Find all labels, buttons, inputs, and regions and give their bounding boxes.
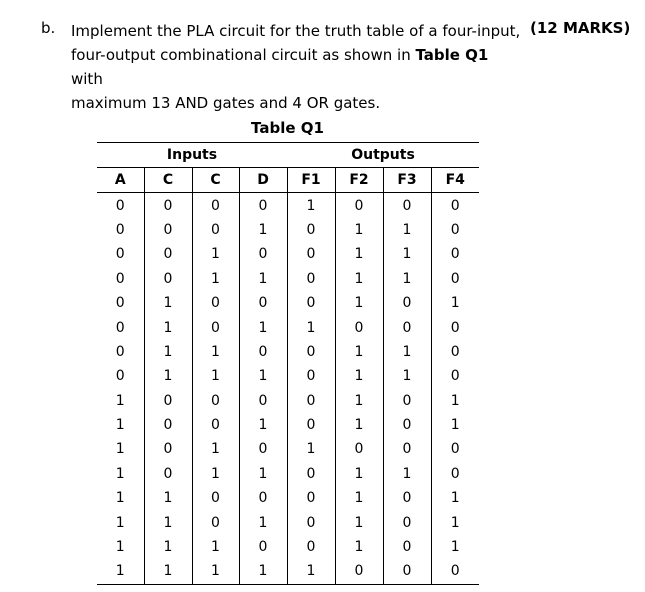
table-cell: 0	[144, 413, 192, 437]
table-cell: 0	[97, 315, 144, 339]
table-cell: 1	[450, 490, 460, 507]
question-label: b.	[41, 19, 56, 37]
table-cell: 0	[97, 340, 144, 364]
table-cell: 0	[144, 389, 192, 413]
table-cell: 1	[97, 437, 144, 461]
table-cell: 1	[239, 462, 287, 486]
table-cell: 1	[383, 242, 431, 266]
table-cell: 1	[144, 510, 192, 534]
question-text	[71, 19, 521, 115]
table-cell: 0	[287, 389, 335, 413]
table-cell: 0	[287, 510, 335, 534]
table-cell: 1	[239, 364, 287, 388]
table-row	[97, 510, 479, 534]
table-cell: 0	[287, 242, 335, 266]
table-cell: 0	[192, 291, 239, 315]
column-header-7: F3	[383, 168, 431, 193]
table-cell: 0	[431, 559, 479, 584]
table-cell: 0	[383, 315, 431, 339]
group-header-row	[97, 143, 479, 168]
table-cell: 1	[450, 417, 460, 434]
table-cell: 0	[144, 462, 192, 486]
table-cell: 1	[335, 267, 383, 291]
table-cell: 1	[144, 486, 192, 510]
table-cell: 0	[335, 315, 383, 339]
table-cell: 0	[383, 535, 431, 559]
table-cell: 0	[383, 437, 431, 461]
table-cell: 1	[144, 315, 192, 339]
table-cell: 0	[335, 437, 383, 461]
table-cell: 0	[239, 291, 287, 315]
table-cell: 1	[97, 559, 144, 584]
table-cell: 0	[383, 413, 431, 437]
column-header-8: F4	[431, 168, 479, 193]
table-cell: 0	[450, 319, 460, 336]
table-row	[97, 315, 479, 339]
table-cell: 1	[144, 559, 192, 584]
table-cell: 0	[450, 197, 460, 214]
table-cell: 0	[450, 270, 460, 287]
question-line-2	[71, 43, 521, 91]
table-cell: 0	[192, 510, 239, 534]
table-cell: 1	[192, 559, 239, 584]
table-cell: 1	[335, 340, 383, 364]
table-cell: 1	[192, 535, 239, 559]
table-cell: 1	[335, 462, 383, 486]
column-header-3: C	[192, 168, 239, 193]
table-cell: 0	[383, 510, 431, 534]
table-row	[97, 193, 479, 218]
column-header-4: D	[239, 168, 287, 193]
table-cell: 0	[144, 242, 192, 266]
table-cell: 0	[97, 193, 144, 218]
column-header-1: A	[97, 168, 144, 193]
table-cell: 1	[97, 510, 144, 534]
table-cell: 0	[450, 221, 460, 238]
outputs-header: Outputs	[287, 143, 479, 168]
question-table-ref: Table Q1	[415, 46, 489, 64]
table-cell: 1	[450, 295, 460, 312]
table-cell: 1	[287, 193, 335, 218]
table-row	[97, 559, 479, 584]
marks-label: (12 MARKS)	[530, 19, 631, 37]
table-cell: 0	[97, 218, 144, 242]
table-cell: 0	[450, 465, 460, 482]
question-line-3: maximum 13 AND gates and 4 OR gates.	[71, 94, 381, 112]
table-cell: 0	[335, 559, 383, 584]
column-header-row	[97, 168, 479, 193]
table-cell: 1	[144, 340, 192, 364]
table-cell: 1	[383, 267, 431, 291]
table-cell: 1	[335, 486, 383, 510]
table-cell: 0	[144, 193, 192, 218]
table-cell: 1	[192, 462, 239, 486]
table-cell: 1	[97, 535, 144, 559]
table-cell: 1	[239, 218, 287, 242]
table-cell: 1	[239, 267, 287, 291]
table-cell: 0	[287, 218, 335, 242]
table-cell: 0	[383, 193, 431, 218]
column-header-2: C	[144, 168, 192, 193]
table-cell: 1	[239, 510, 287, 534]
table-cell: 0	[192, 193, 239, 218]
question-line-1: Implement the PLA circuit for the truth table of a four-input,	[71, 22, 521, 40]
table-cell: 0	[383, 486, 431, 510]
table-cell: 0	[450, 441, 460, 458]
table-cell: 0	[383, 291, 431, 315]
table-cell: 1	[335, 291, 383, 315]
table-cell: 1	[192, 340, 239, 364]
table-cell: 0	[144, 218, 192, 242]
table-row	[97, 486, 479, 510]
question-line-2-post: with	[71, 70, 103, 88]
table-cell: 1	[287, 559, 335, 584]
table-cell: 1	[450, 392, 460, 409]
table-cell: 0	[192, 413, 239, 437]
table-cell: 1	[97, 486, 144, 510]
table-cell: 0	[335, 193, 383, 218]
table-cell: 0	[383, 389, 431, 413]
table-cell: 1	[192, 242, 239, 266]
table-cell: 1	[144, 291, 192, 315]
table-cell: 0	[287, 364, 335, 388]
table-cell: 1	[383, 462, 431, 486]
table-cell: 0	[192, 486, 239, 510]
table-cell: 0	[239, 242, 287, 266]
table-cell: 0	[287, 291, 335, 315]
table-cell: 1	[239, 559, 287, 584]
table-cell: 0	[450, 246, 460, 263]
table-cell: 0	[192, 218, 239, 242]
table-row	[97, 267, 479, 291]
table-cell: 1	[450, 514, 460, 531]
table-cell: 1	[192, 364, 239, 388]
table-cell: 0	[287, 413, 335, 437]
table-cell: 1	[287, 315, 335, 339]
table-row	[97, 389, 479, 413]
table-cell: 1	[192, 267, 239, 291]
table-cell: 1	[335, 218, 383, 242]
truth-table-body	[97, 193, 479, 584]
table-cell: 0	[239, 389, 287, 413]
table-row	[97, 291, 479, 315]
table-cell: 0	[450, 343, 460, 360]
table-cell: 0	[287, 486, 335, 510]
table-cell: 1	[144, 535, 192, 559]
table-cell: 0	[239, 340, 287, 364]
column-header-5: F1	[287, 168, 335, 193]
table-cell: 0	[287, 535, 335, 559]
table-cell: 1	[97, 389, 144, 413]
table-cell: 0	[144, 437, 192, 461]
table-cell: 0	[239, 535, 287, 559]
question-line-2-pre: four-output combinational circuit as shown in	[71, 46, 416, 64]
table-cell: 1	[383, 340, 431, 364]
table-row	[97, 413, 479, 437]
table-cell: 0	[97, 242, 144, 266]
table-cell: 0	[239, 437, 287, 461]
table-row	[97, 242, 479, 266]
table-cell: 1	[239, 413, 287, 437]
table-cell: 0	[192, 389, 239, 413]
inputs-header: Inputs	[97, 143, 287, 168]
table-cell: 0	[450, 368, 460, 385]
table-cell: 0	[287, 340, 335, 364]
table-cell: 1	[287, 437, 335, 461]
table-cell: 0	[97, 267, 144, 291]
table-row	[97, 364, 479, 388]
table-cell: 0	[192, 315, 239, 339]
table-cell: 0	[97, 291, 144, 315]
table-row	[97, 462, 479, 486]
table-row	[97, 437, 479, 461]
table-caption: Table Q1	[251, 119, 324, 137]
table-row	[97, 535, 479, 559]
table-cell: 1	[97, 462, 144, 486]
table-cell: 0	[383, 559, 431, 584]
table-cell: 1	[383, 364, 431, 388]
column-header-6: F2	[335, 168, 383, 193]
table-cell: 0	[287, 267, 335, 291]
table-cell: 1	[335, 510, 383, 534]
truth-table	[97, 142, 479, 585]
table-cell: 0	[239, 486, 287, 510]
table-cell: 1	[192, 437, 239, 461]
table-cell: 1	[335, 389, 383, 413]
table-cell: 0	[144, 267, 192, 291]
table-row	[97, 218, 479, 242]
table-cell: 1	[335, 413, 383, 437]
table-cell: 1	[239, 315, 287, 339]
table-cell: 1	[144, 364, 192, 388]
table-cell: 1	[335, 364, 383, 388]
table-cell: 1	[383, 218, 431, 242]
table-row	[97, 340, 479, 364]
table-cell: 0	[97, 364, 144, 388]
table-cell: 1	[450, 539, 460, 556]
table-cell: 1	[97, 413, 144, 437]
table-cell: 1	[335, 242, 383, 266]
table-cell: 0	[239, 193, 287, 218]
table-cell: 0	[287, 462, 335, 486]
table-cell: 1	[335, 535, 383, 559]
